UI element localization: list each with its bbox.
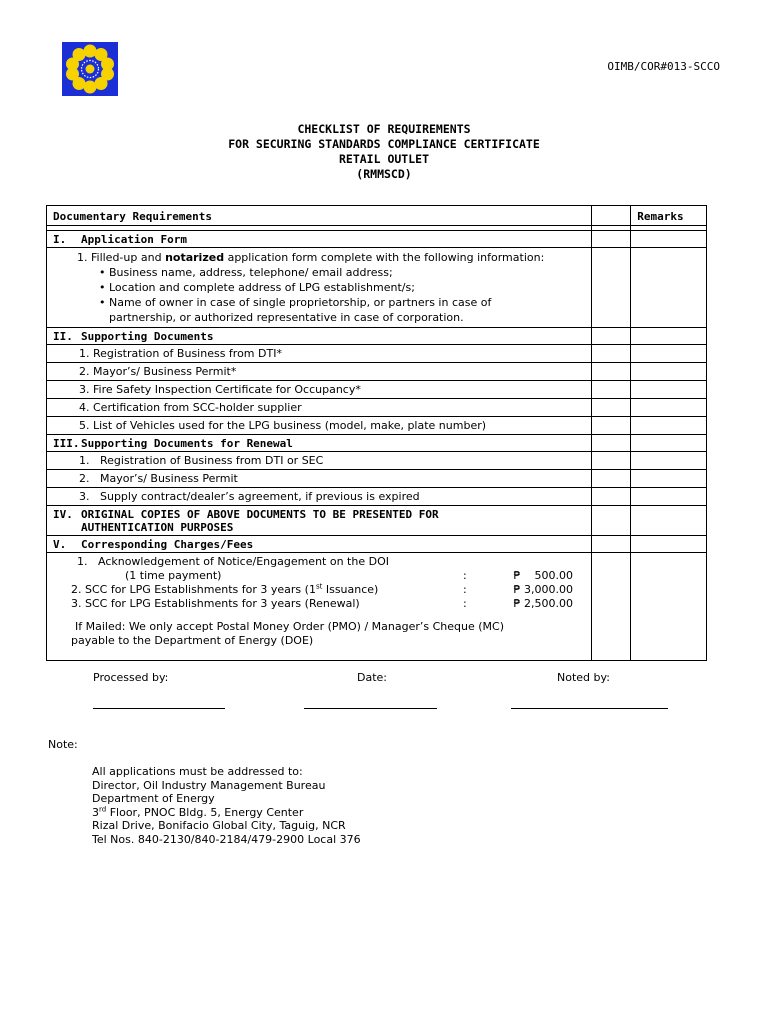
remarks-cell[interactable] xyxy=(631,231,707,248)
remarks-cell[interactable] xyxy=(631,536,707,553)
check-cell[interactable] xyxy=(591,328,630,345)
requirement-item: 1. Registration of Business from DTI* xyxy=(47,345,592,363)
requirement-item: 5. List of Vehicles used for the LPG business (model, make, plate number) xyxy=(47,417,592,435)
application-form-item: 1. Filled-up and notarized application form complete with the following information: xyxy=(77,251,545,264)
remarks-cell[interactable] xyxy=(631,417,707,435)
remarks-cell[interactable] xyxy=(631,345,707,363)
table-row xyxy=(47,452,707,470)
section-heading-renewal xyxy=(47,435,707,452)
section-heading-application xyxy=(47,231,707,248)
check-cell[interactable] xyxy=(591,417,630,435)
fee-item: 1. Acknowledgement of Notice/Engagement on the DOI xyxy=(77,555,389,568)
fee-item: 3. SCC for LPG Establishments for 3 years (Renewal) : ₱ 2,500.00 xyxy=(71,597,573,610)
check-cell[interactable] xyxy=(591,345,630,363)
check-cell[interactable] xyxy=(591,488,630,506)
fee-item: (1 time payment) : ₱ 500.00 xyxy=(125,569,573,582)
section-title: Application Form xyxy=(81,233,187,246)
check-cell[interactable] xyxy=(591,536,630,553)
fee-amount: ₱ 3,000.00 xyxy=(513,583,573,596)
section-number: I. xyxy=(53,233,67,246)
section-heading-original-copies xyxy=(47,506,707,536)
table-row xyxy=(47,488,707,506)
remarks-cell[interactable] xyxy=(631,399,707,417)
renewal-item: 3. Supply contract/dealer’s agreement, if previous is expired xyxy=(47,488,592,506)
title-line-1: CHECKLIST OF REQUIREMENTS xyxy=(297,122,471,136)
table-row xyxy=(47,399,707,417)
fees-cell xyxy=(47,553,592,661)
check-cell[interactable] xyxy=(591,452,630,470)
table-row xyxy=(47,381,707,399)
requirements-table xyxy=(46,205,707,661)
fee-amount: ₱ 500.00 xyxy=(513,569,573,582)
section-title-continuation: AUTHENTICATION PURPOSES xyxy=(81,521,234,534)
requirements-column-header: Documentary Requirements xyxy=(47,206,592,226)
table-header-row xyxy=(47,206,707,226)
processed-by-label: Processed by: xyxy=(93,671,169,684)
table-row xyxy=(47,248,707,328)
remarks-cell[interactable] xyxy=(631,248,707,328)
section-title: Corresponding Charges/Fees xyxy=(81,538,254,551)
remarks-cell[interactable] xyxy=(631,435,707,452)
check-cell[interactable] xyxy=(591,381,630,399)
check-cell[interactable] xyxy=(591,470,630,488)
check-cell[interactable] xyxy=(591,553,630,661)
title-line-4: (RMMSCD) xyxy=(356,167,412,181)
remarks-cell[interactable] xyxy=(631,488,707,506)
noted-by-label: Noted by: xyxy=(557,671,610,684)
section-number: IV. xyxy=(53,508,73,521)
note-label: Note: xyxy=(48,738,78,751)
date-label: Date: xyxy=(357,671,387,684)
table-row xyxy=(47,417,707,435)
fee-item: 2. SCC for LPG Establishments for 3 years (1st Issuance) : ₱ 3,000.00 xyxy=(71,582,573,596)
section-title: Supporting Documents xyxy=(81,330,214,343)
section-heading-supporting xyxy=(47,328,707,345)
remarks-cell[interactable] xyxy=(631,470,707,488)
requirement-item: 3. Fire Safety Inspection Certificate for Occupancy* xyxy=(47,381,592,399)
list-item: • Location and complete address of LPG establishment/s; xyxy=(91,280,585,295)
requirement-item: 2. Mayor’s/ Business Permit* xyxy=(47,363,592,381)
remarks-cell[interactable] xyxy=(631,553,707,661)
remarks-cell[interactable] xyxy=(631,328,707,345)
section-title: ORIGINAL COPIES OF ABOVE DOCUMENTS TO BE PRESENTED FOR xyxy=(81,508,439,521)
doe-logo xyxy=(62,42,118,96)
remarks-cell[interactable] xyxy=(631,363,707,381)
check-cell[interactable] xyxy=(591,399,630,417)
section-number: III. xyxy=(53,437,80,450)
date-signature-line[interactable] xyxy=(304,708,437,709)
section-number: II. xyxy=(53,330,73,343)
mailed-payment-note: If Mailed: We only accept Postal Money Order (PMO) / Manager’s Cheque (MC) payable to the Department of Energy (DOE) xyxy=(71,620,504,647)
table-row xyxy=(47,553,707,661)
table-row xyxy=(47,345,707,363)
document-code: OIMB/COR#013-SCCO xyxy=(607,60,720,73)
sun-emblem-icon xyxy=(62,42,118,96)
renewal-item: 1. Registration of Business from DTI or SEC xyxy=(47,452,592,470)
section-number: V. xyxy=(53,538,67,551)
processed-by-signature-line[interactable] xyxy=(93,708,225,709)
list-item: • Business name, address, telephone/ email address; xyxy=(91,265,585,280)
title-line-2: FOR SECURING STANDARDS COMPLIANCE CERTIFICATE xyxy=(228,137,540,151)
section-heading-fees xyxy=(47,536,707,553)
table-row xyxy=(47,363,707,381)
note-address-block: All applications must be addressed to: Director, Oil Industry Management Bureau Department of Energy 3rd Floor, PNOC Bldg. 5, Energy Center Rizal Drive, Bonifacio Global City, Taguig, NCR Tel Nos. 840-2130/840-2184/479-2900 Local 376 xyxy=(92,765,361,846)
list-item-continuation: partnership, or authorized representative in case of corporation. xyxy=(109,311,464,324)
check-column-header xyxy=(591,206,630,226)
remarks-column-header: Remarks xyxy=(631,206,707,226)
check-cell[interactable] xyxy=(591,435,630,452)
title-line-3: RETAIL OUTLET xyxy=(338,152,429,166)
fee-amount: ₱ 2,500.00 xyxy=(513,597,573,610)
document-title xyxy=(0,122,768,182)
table-row xyxy=(47,470,707,488)
requirement-item: 4. Certification from SCC-holder supplier xyxy=(47,399,592,417)
check-cell[interactable] xyxy=(591,363,630,381)
check-cell[interactable] xyxy=(591,506,630,536)
noted-by-signature-line[interactable] xyxy=(511,708,668,709)
remarks-cell[interactable] xyxy=(631,381,707,399)
remarks-cell[interactable] xyxy=(631,506,707,536)
check-cell[interactable] xyxy=(591,248,630,328)
section-title: Supporting Documents for Renewal xyxy=(81,437,293,450)
renewal-item: 2. Mayor’s/ Business Permit xyxy=(47,470,592,488)
remarks-cell[interactable] xyxy=(631,452,707,470)
list-item: • Name of owner in case of single proprietorship, or partners in case of xyxy=(91,295,585,310)
check-cell[interactable] xyxy=(591,231,630,248)
